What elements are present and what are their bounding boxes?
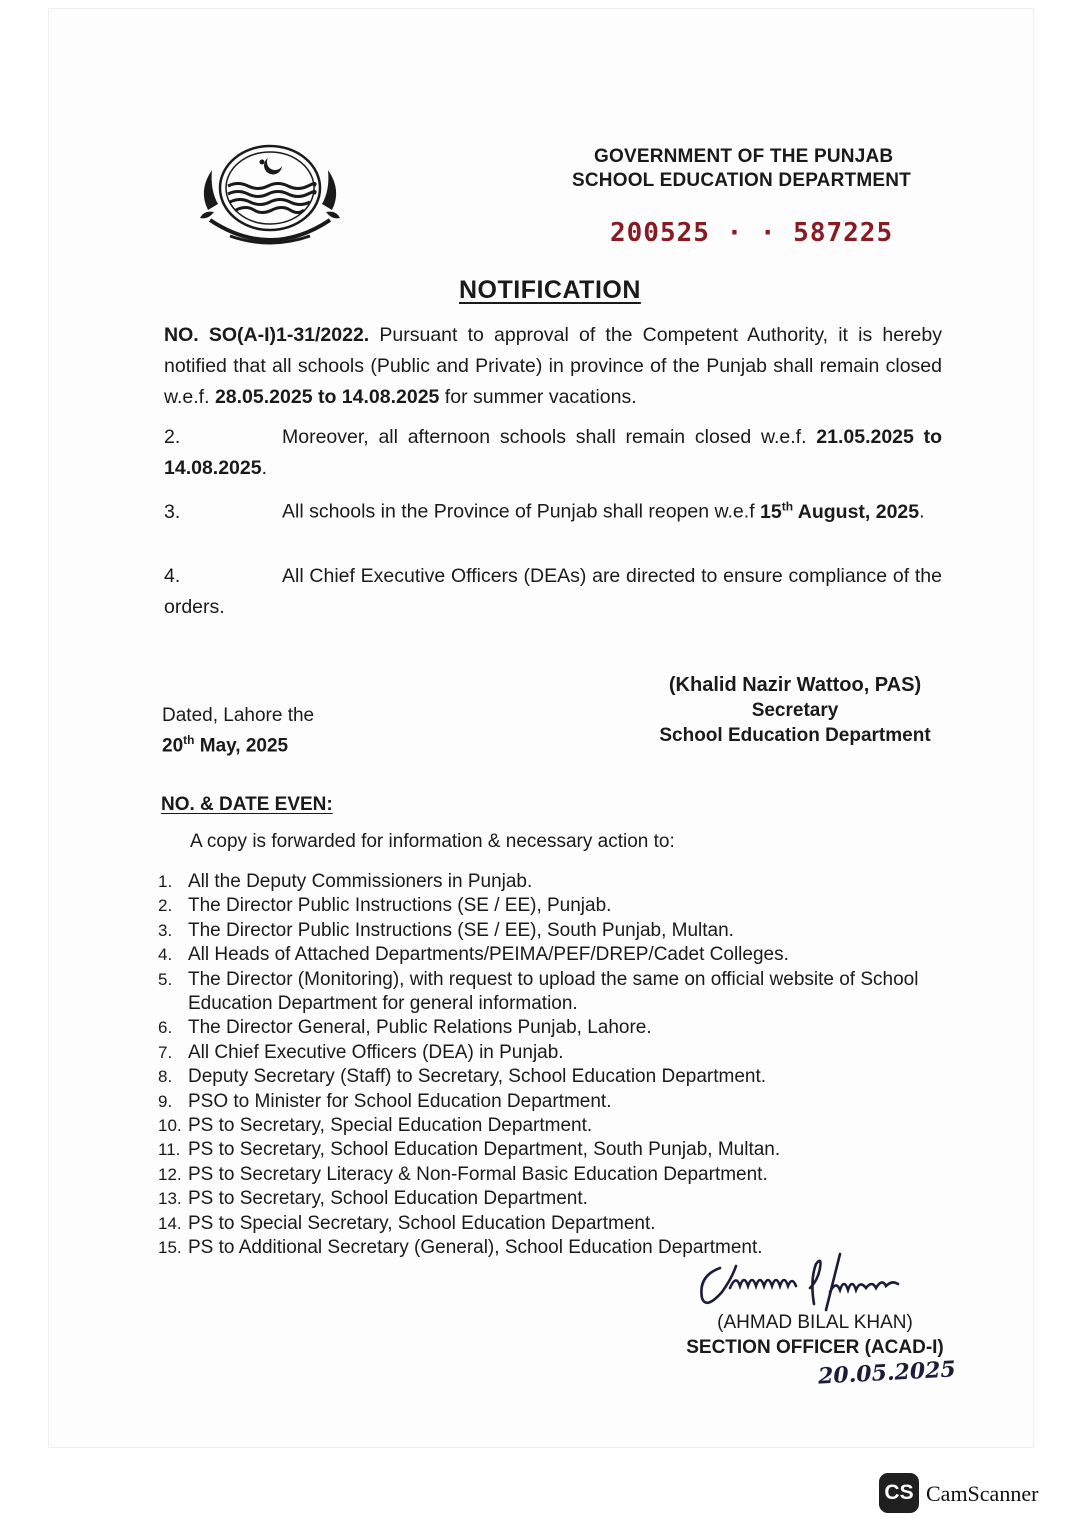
paragraph-2-number: 2.: [164, 426, 181, 448]
diary-number-stamp: 200525 · · 587225: [610, 218, 894, 248]
list-item-text: Deputy Secretary (Staff) to Secretary, School Education Department.: [188, 1066, 767, 1088]
section-officer-designation: SECTION OFFICER (ACAD-I): [686, 1337, 944, 1358]
paragraph-2-dates: 21.05.2025 to 14.08.2025: [164, 426, 943, 479]
list-item: [158, 1138, 948, 1162]
list-item: [158, 1163, 948, 1187]
list-item-number: 5.: [158, 969, 173, 989]
reopen-date: 15th August, 2025: [760, 499, 920, 523]
secretary-signature-block: [640, 673, 950, 748]
list-item-number: 15.: [158, 1238, 182, 1258]
notification-ref-number: NO. SO(A-I)1-31/2022.: [164, 324, 370, 346]
paragraph-3-number: 3.: [164, 500, 181, 523]
secretary-name: (Khalid Nazir Wattoo, PAS): [668, 674, 922, 696]
list-item-text: The Director (Monitoring), with request to upload the same on official website of School Education Department for general information.: [188, 968, 919, 1015]
paragraph-3-text-b: .: [919, 500, 925, 523]
list-item-number: 13.: [158, 1189, 182, 1209]
dated-block: [162, 703, 314, 758]
list-item: [158, 1187, 948, 1211]
paragraph-2-text-b: .: [261, 457, 268, 479]
list-item: [158, 894, 948, 918]
notification-title: NOTIFICATION: [459, 276, 641, 304]
punjab-government-emblem-icon: [190, 140, 350, 250]
paragraph-4-number: 4.: [164, 565, 181, 587]
paragraph-1-text-a: Pursuant to approval of the Competent Authority, it is hereby notified that all schools (Public and Private) in province of the Punjab shall remain closed w.e.f.: [164, 324, 942, 408]
paragraph-1-dates: 28.05.2025 to 14.08.2025: [214, 386, 440, 408]
list-item-number: 1.: [158, 872, 173, 891]
list-item-number: 3.: [158, 920, 173, 940]
list-item-text: PS to Secretary Literacy & Non-Formal Basic Education Department.: [188, 1163, 768, 1185]
section-officer-name: (AHMAD BILAL KHAN): [717, 1312, 913, 1333]
list-item: [158, 1212, 948, 1236]
list-item: [158, 1114, 948, 1138]
list-item: [158, 1016, 948, 1040]
secretary-department: School Education Department: [659, 725, 931, 746]
camscanner-label: CamScanner: [926, 1481, 1039, 1506]
paragraph-2-text-a: Moreover, all afternoon schools shall remain closed w.e.f.: [282, 426, 817, 448]
copy-recipient-list: [158, 870, 948, 1261]
list-item-text: PS to Secretary, School Education Department, South Punjab, Multan.: [188, 1139, 781, 1161]
paragraph-1-text-b: for summer vacations.: [439, 386, 637, 408]
section-officer-block: [670, 1310, 960, 1360]
paragraph-1: [164, 320, 942, 413]
list-item: [158, 968, 948, 1017]
dated-place: Dated, Lahore the: [162, 705, 315, 726]
list-item-text: PSO to Minister for School Education Department.: [188, 1090, 612, 1112]
list-item-text: All the Deputy Commissioners in Punjab.: [188, 871, 533, 892]
list-item: [158, 919, 948, 943]
handwritten-signature-icon: [690, 1248, 950, 1318]
header-department: SCHOOL EDUCATION DEPARTMENT: [572, 170, 911, 191]
list-item-text: The Director Public Instructions (SE / EE), Punjab.: [188, 895, 612, 917]
list-item-number: 12.: [158, 1164, 182, 1184]
list-item-number: 10.: [158, 1116, 182, 1136]
paragraph-3-text-a: All schools in the Province of Punjab shall reopen w.e.f: [282, 500, 761, 523]
list-item-number: 14.: [158, 1213, 182, 1233]
paragraph-2: [164, 422, 942, 484]
list-item: [158, 1065, 948, 1089]
list-item-text: All Heads of Attached Departments/PEIMA/PEF/DREP/Cadet Colleges.: [188, 944, 789, 966]
dated-date: 20th May, 2025: [162, 733, 289, 757]
list-item-text: The Director Public Instructions (SE / EE), South Punjab, Multan.: [188, 919, 734, 941]
header-government: GOVERNMENT OF THE PUNJAB: [594, 146, 894, 167]
list-item: [158, 1090, 948, 1114]
list-item-text: PS to Additional Secretary (General), School Education Department.: [188, 1237, 763, 1259]
handwritten-date: 20.05.2025: [817, 1356, 957, 1390]
list-item: [158, 1041, 948, 1065]
list-item-text: PS to Secretary, Special Education Department.: [188, 1115, 593, 1137]
list-item: [158, 943, 948, 967]
list-item-number: 6.: [158, 1018, 173, 1038]
list-item: [158, 870, 948, 894]
camscanner-logo-icon: CS: [879, 1473, 919, 1513]
list-item-number: 11.: [158, 1140, 181, 1160]
paragraph-3: [164, 491, 942, 528]
list-item-number: 7.: [158, 1042, 173, 1062]
list-item-text: PS to Special Secretary, School Education Department.: [188, 1212, 656, 1234]
list-item-number: 2.: [158, 896, 173, 916]
paragraph-4: [164, 561, 942, 623]
list-item-text: All Chief Executive Officers (DEA) in Punjab.: [188, 1041, 564, 1063]
secretary-designation: Secretary: [751, 700, 839, 721]
paragraph-4-text: All Chief Executive Officers (DEAs) are directed to ensure compliance of the orders.: [164, 565, 942, 618]
endorsement-heading: NO. & DATE EVEN:: [161, 794, 333, 815]
list-item-number: 9.: [158, 1091, 173, 1111]
forward-text: A copy is forwarded for information & necessary action to:: [190, 831, 675, 852]
list-item-number: 4.: [158, 945, 173, 965]
list-item-number: 8.: [158, 1067, 173, 1087]
list-item-text: The Director General, Public Relations Punjab, Lahore.: [188, 1017, 652, 1039]
list-item-text: PS to Secretary, School Education Department.: [188, 1188, 588, 1210]
